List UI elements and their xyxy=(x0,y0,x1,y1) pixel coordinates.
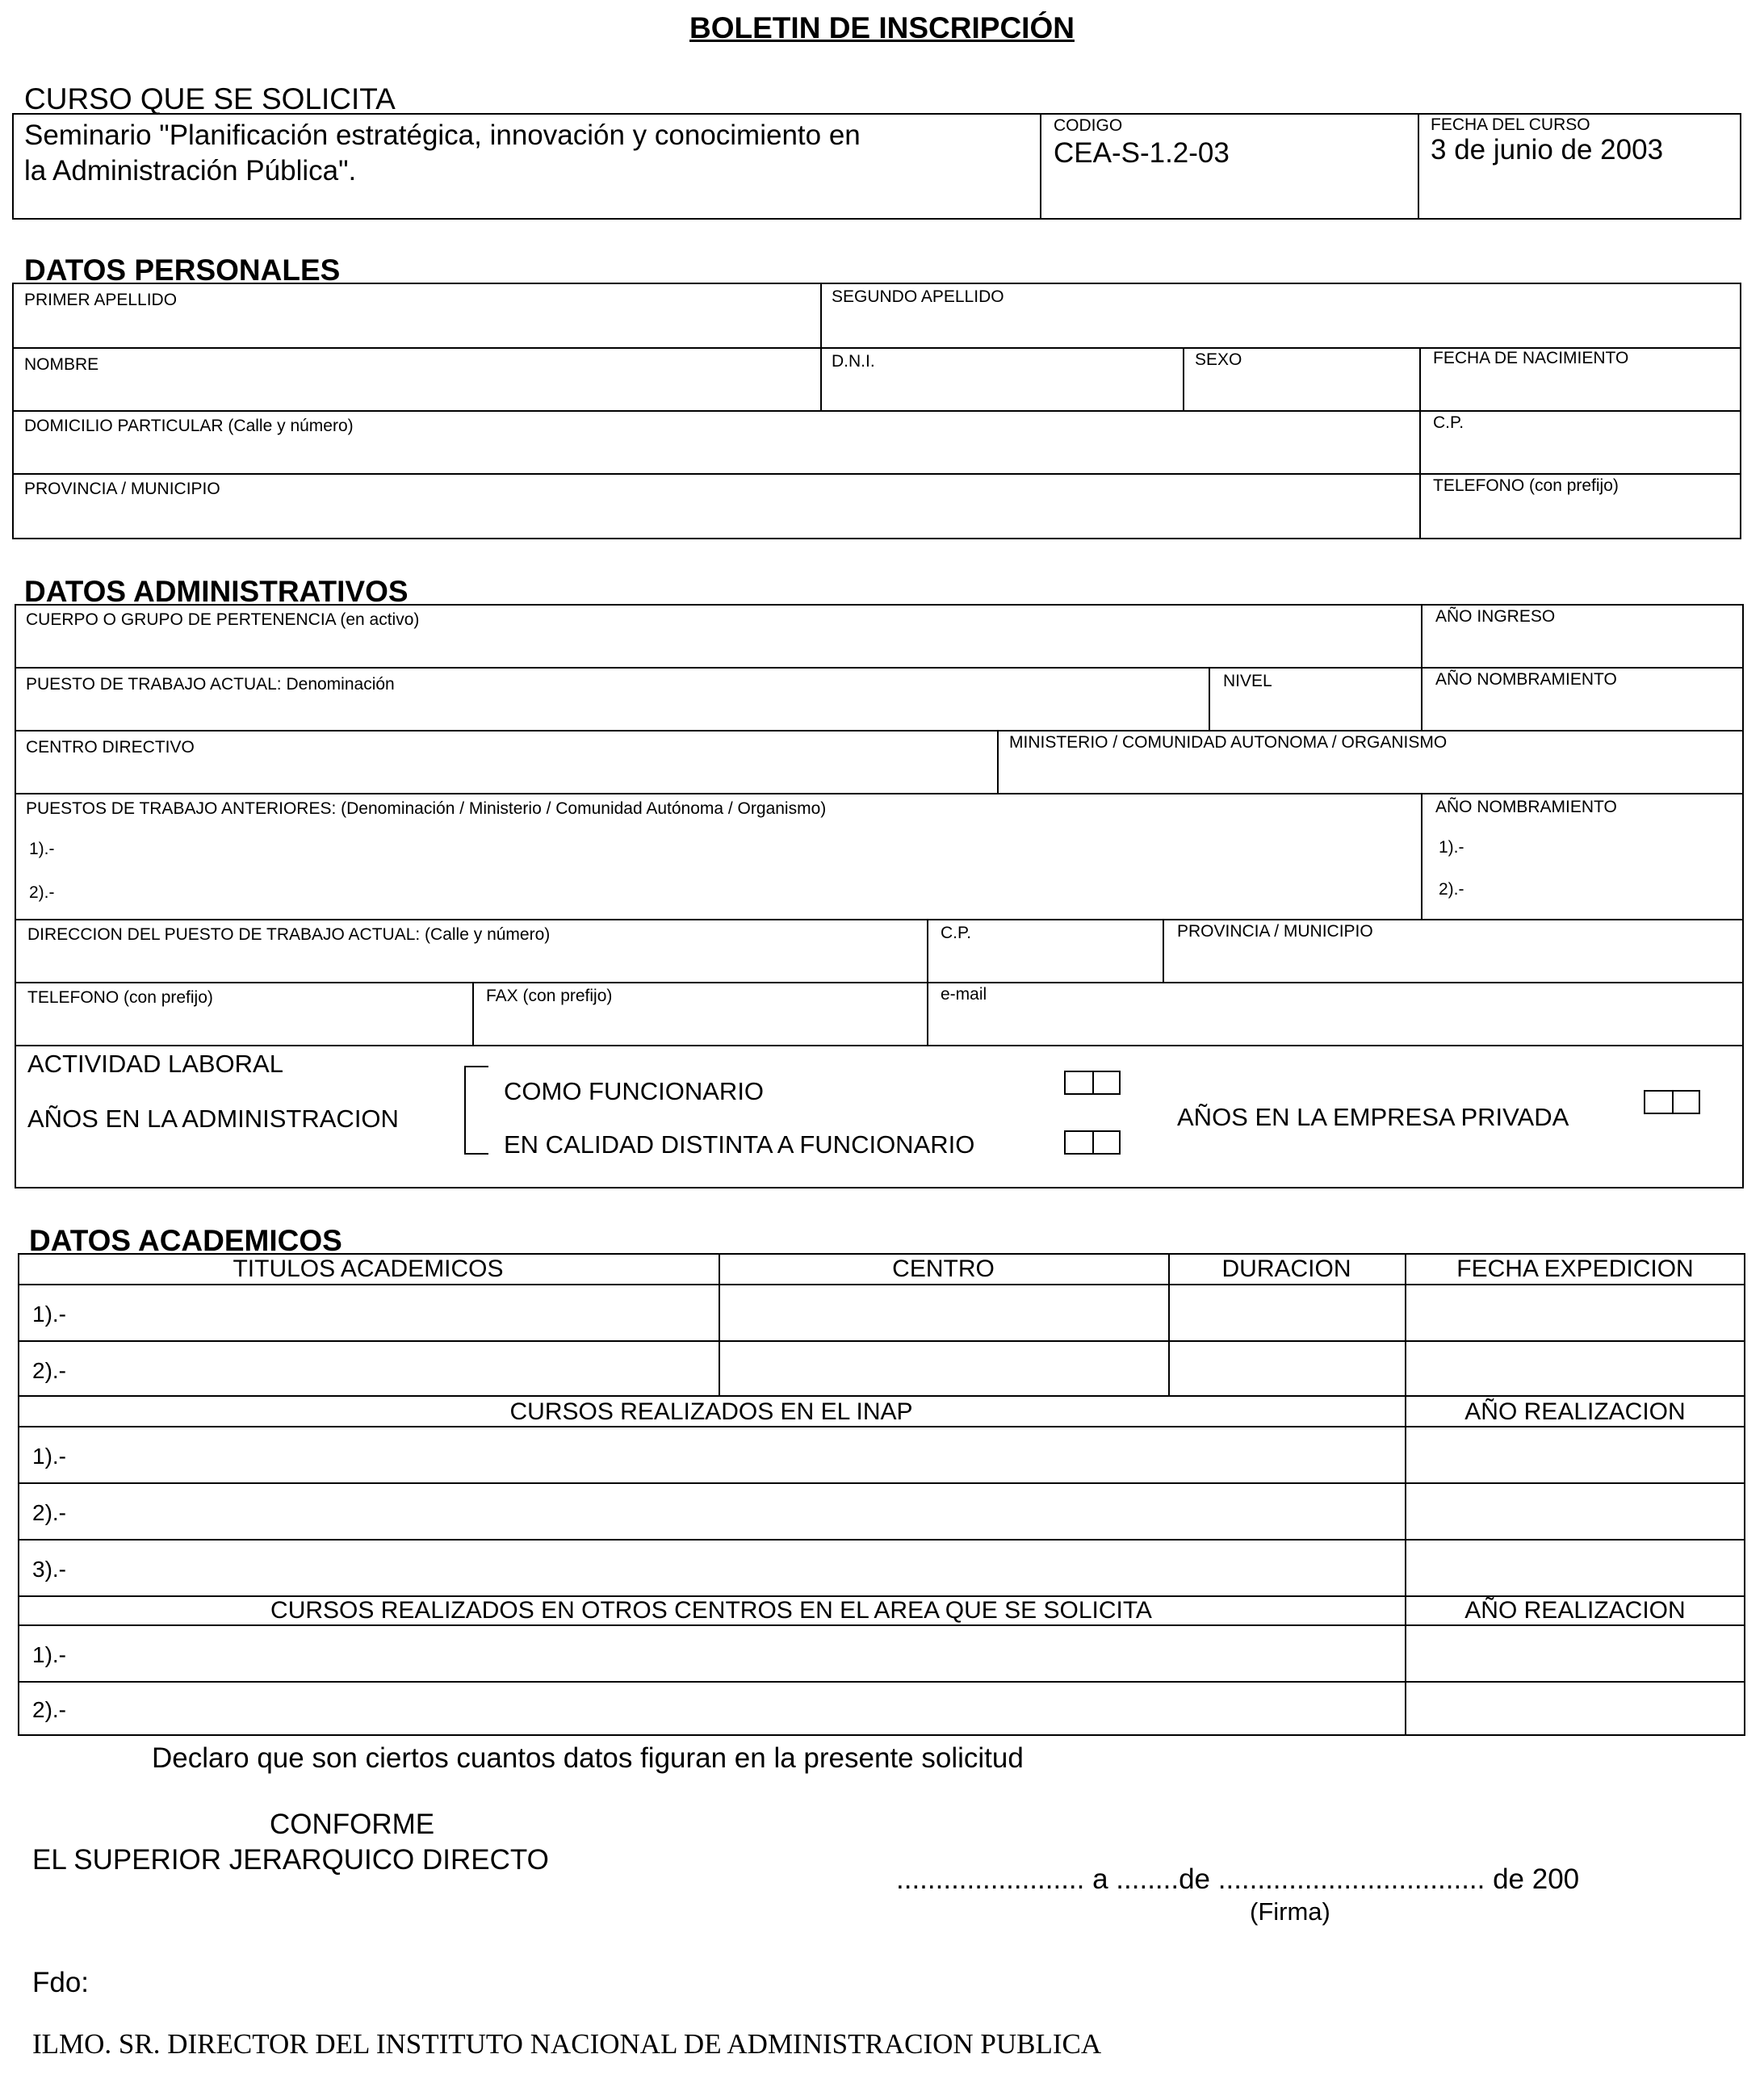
primer-apellido-field[interactable]: PRIMER APELLIDO xyxy=(24,291,178,309)
anio-realizacion-2-header: AÑO REALIZACION xyxy=(1464,1597,1686,1624)
sexo-field[interactable]: SEXO xyxy=(1195,350,1242,369)
otros-row-1[interactable]: 1).- xyxy=(32,1642,66,1667)
cp-puesto-field[interactable]: C.P. xyxy=(941,924,972,942)
fecha-firma-line: ........................ a ........de .................................. de 200 xyxy=(896,1863,1580,1895)
titulo-row-2[interactable]: 2).- xyxy=(32,1358,66,1383)
col-titulos-header: TITULOS ACADEMICOS xyxy=(233,1255,504,1282)
form-title: BOLETIN DE INSCRIPCIÓN xyxy=(689,11,1075,44)
puesto-actual-field[interactable]: PUESTO DE TRABAJO ACTUAL: Denominación xyxy=(26,675,395,694)
puesto-anterior-2: 2).- xyxy=(29,883,55,902)
provincia-field[interactable]: PROVINCIA / MUNICIPIO xyxy=(24,480,220,498)
fecha-nacimiento-field[interactable]: FECHA DE NACIMIENTO xyxy=(1433,349,1629,367)
email-field[interactable]: e-mail xyxy=(941,985,987,1004)
anio-ingreso-field[interactable]: AÑO INGRESO xyxy=(1435,607,1556,626)
fecha-curso-label: FECHA DEL CURSO xyxy=(1431,115,1590,134)
segundo-apellido-field[interactable]: SEGUNDO APELLIDO xyxy=(832,287,1004,306)
col-fecha-header: FECHA EXPEDICION xyxy=(1456,1255,1694,1282)
centro-directivo-field[interactable]: CENTRO DIRECTIVO xyxy=(26,738,195,757)
personales-heading: DATOS PERSONALES xyxy=(24,254,341,287)
curso-heading: CURSO QUE SE SOLICITA xyxy=(24,82,396,115)
provincia-puesto-field[interactable]: PROVINCIA / MUNICIPIO xyxy=(1177,922,1373,941)
como-funcionario-checkbox[interactable] xyxy=(1064,1071,1121,1095)
direccion-field[interactable]: DIRECCION DEL PUESTO DE TRABAJO ACTUAL: (Calle y número) xyxy=(27,925,551,944)
anios-administracion-label: AÑOS EN LA ADMINISTRACION xyxy=(27,1105,399,1133)
fecha-curso-value: 3 de junio de 2003 xyxy=(1431,134,1664,166)
fdo-label: Fdo: xyxy=(32,1967,90,1998)
cuerpo-field[interactable]: CUERPO O GRUPO DE PERTENENCIA (en activo) xyxy=(26,610,420,629)
col-centro-header: CENTRO xyxy=(892,1255,995,1282)
firma-label: (Firma) xyxy=(1250,1897,1330,1926)
actividad-laboral-label: ACTIVIDAD LABORAL xyxy=(27,1050,283,1078)
anio-anterior-1: 1).- xyxy=(1439,838,1464,857)
inap-row-1[interactable]: 1).- xyxy=(32,1444,66,1469)
cp-field[interactable]: C.P. xyxy=(1433,413,1464,432)
telefono-field[interactable]: TELEFONO (con prefijo) xyxy=(1433,476,1619,495)
ministerio-field[interactable]: MINISTERIO / COMUNIDAD AUTONOMA / ORGANISMO xyxy=(1009,733,1448,752)
academicos-heading: DATOS ACADEMICOS xyxy=(29,1224,342,1257)
anio-nombramiento-field[interactable]: AÑO NOMBRAMIENTO xyxy=(1435,670,1617,689)
telefono-puesto-field[interactable]: TELEFONO (con prefijo) xyxy=(27,988,213,1007)
puestos-anteriores-field[interactable]: PUESTOS DE TRABAJO ANTERIORES: (Denominación / Ministerio / Comunidad Autónoma / Organismo) xyxy=(26,799,827,818)
anio-nombramiento-anterior-field[interactable]: AÑO NOMBRAMIENTO xyxy=(1435,798,1617,816)
codigo-value: CEA-S-1.2-03 xyxy=(1054,137,1230,169)
fax-field[interactable]: FAX (con prefijo) xyxy=(486,987,613,1005)
calidad-distinta-label: EN CALIDAD DISTINTA A FUNCIONARIO xyxy=(504,1130,975,1159)
nivel-field[interactable]: NIVEL xyxy=(1223,672,1272,690)
destinatario-text: ILMO. SR. DIRECTOR DEL INSTITUTO NACIONAL DE ADMINISTRACION PUBLICA xyxy=(32,2028,1102,2060)
nombre-field[interactable]: NOMBRE xyxy=(24,355,99,374)
dni-field[interactable]: D.N.I. xyxy=(832,352,875,371)
superior-text: EL SUPERIOR JERARQUICO DIRECTO xyxy=(32,1844,549,1876)
academicos-box xyxy=(18,1253,1745,1736)
empresa-privada-checkbox[interactable] xyxy=(1644,1090,1700,1114)
conforme-text: CONFORME xyxy=(270,1809,435,1840)
cursos-inap-header: CURSOS REALIZADOS EN EL INAP xyxy=(509,1398,913,1425)
codigo-label: CODIGO xyxy=(1054,116,1123,135)
curso-name-line2: la Administración Pública". xyxy=(24,155,357,187)
declaro-text: Declaro que son ciertos cuantos datos figuran en la presente solicitud xyxy=(152,1742,1024,1774)
titulo-row-1[interactable]: 1).- xyxy=(32,1302,66,1327)
inap-row-3[interactable]: 3).- xyxy=(32,1557,66,1582)
cursos-otros-header: CURSOS REALIZADOS EN OTROS CENTROS EN EL AREA QUE SE SOLICITA xyxy=(270,1597,1152,1624)
administrativos-heading: DATOS ADMINISTRATIVOS xyxy=(24,575,409,608)
otros-row-2[interactable]: 2).- xyxy=(32,1697,66,1722)
anio-realizacion-header: AÑO REALIZACION xyxy=(1464,1398,1686,1425)
curso-name-line1: Seminario "Planificación estratégica, innovación y conocimiento en xyxy=(24,119,861,151)
col-duracion-header: DURACION xyxy=(1221,1255,1351,1282)
inap-row-2[interactable]: 2).- xyxy=(32,1500,66,1525)
como-funcionario-label: COMO FUNCIONARIO xyxy=(504,1077,765,1105)
empresa-privada-label: AÑOS EN LA EMPRESA PRIVADA xyxy=(1177,1103,1569,1131)
bracket xyxy=(464,1066,488,1155)
anio-anterior-2: 2).- xyxy=(1439,880,1464,899)
calidad-distinta-checkbox[interactable] xyxy=(1064,1130,1121,1155)
domicilio-field[interactable]: DOMICILIO PARTICULAR (Calle y número) xyxy=(24,417,354,435)
puesto-anterior-1: 1).- xyxy=(29,840,55,858)
